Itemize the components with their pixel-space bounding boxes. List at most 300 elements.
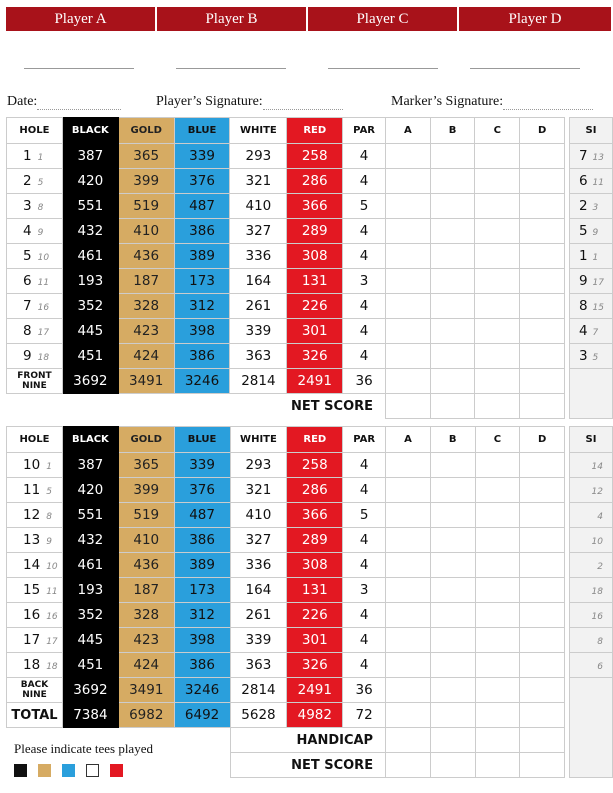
tee-swatch-red[interactable] — [110, 764, 123, 777]
player-signature-line[interactable] — [263, 95, 343, 110]
yardage-blue: 339 — [174, 144, 230, 169]
hole-number — [7, 553, 63, 578]
hole-number-text: 4 — [23, 223, 32, 239]
yardage-red: 301 — [287, 319, 343, 344]
hole-number-text: 13 — [23, 532, 41, 548]
yardage-white: 336 — [230, 244, 287, 269]
si-value — [570, 528, 613, 553]
player-b-name-line[interactable] — [176, 68, 286, 69]
yardage-gold: 423 — [118, 319, 174, 344]
front-net-b[interactable] — [430, 394, 475, 419]
back-net-c[interactable] — [475, 753, 520, 778]
score-player-d[interactable] — [520, 144, 565, 169]
score-player-c[interactable] — [475, 578, 520, 603]
si-secondary: 3 — [592, 203, 599, 213]
si-primary: 5 — [578, 223, 588, 239]
score-player-b[interactable] — [430, 528, 475, 553]
header-black: BLACK — [62, 427, 118, 453]
grand-total-d[interactable] — [520, 703, 565, 728]
score-player-a[interactable] — [386, 319, 431, 344]
si-value — [569, 319, 612, 344]
hole-number-text: 6 — [23, 273, 32, 289]
score-player-b[interactable] — [430, 319, 475, 344]
yardage-gold: 187 — [118, 578, 174, 603]
yardage-black: 461 — [62, 553, 118, 578]
score-player-a[interactable] — [386, 344, 431, 369]
hole-row — [7, 169, 613, 194]
player-header-bar — [6, 7, 611, 31]
score-player-c[interactable] — [475, 653, 520, 678]
back-total-black: 3692 — [62, 678, 118, 703]
score-player-a[interactable] — [386, 294, 431, 319]
total-label: TOTAL — [7, 703, 63, 728]
si-secondary: 11 — [592, 178, 604, 188]
tee-swatch-black[interactable] — [14, 764, 27, 777]
yardage-gold: 410 — [118, 528, 174, 553]
yardage-black: 352 — [62, 603, 118, 628]
back-total-blue: 3246 — [174, 678, 230, 703]
marker-signature-field[interactable] — [391, 94, 593, 110]
score-player-d[interactable] — [520, 319, 565, 344]
back-label-2: NINE — [22, 690, 47, 700]
score-player-b[interactable] — [430, 553, 475, 578]
front-total-a[interactable] — [386, 369, 431, 394]
score-player-c[interactable] — [475, 269, 520, 294]
hole-number-text: 7 — [23, 298, 32, 314]
score-player-a[interactable] — [386, 578, 431, 603]
handicap-a[interactable] — [386, 728, 431, 753]
yardage-blue: 389 — [174, 244, 230, 269]
back-total-a[interactable] — [386, 678, 431, 703]
hole-number-text: 14 — [23, 557, 41, 573]
hole-row — [7, 344, 613, 369]
yardage-white: 339 — [230, 628, 287, 653]
hole-number-text: 9 — [23, 348, 32, 364]
yardage-gold: 519 — [118, 503, 174, 528]
yardage-black: 451 — [62, 344, 118, 369]
front-net-c[interactable] — [475, 394, 520, 419]
header-hole: HOLE — [7, 427, 63, 453]
score-player-c[interactable] — [475, 244, 520, 269]
score-player-b[interactable] — [430, 344, 475, 369]
par-value: 4 — [343, 144, 386, 169]
par-value: 4 — [343, 528, 386, 553]
score-player-c[interactable] — [475, 344, 520, 369]
yardage-black: 451 — [62, 653, 118, 678]
header-blue: BLUE — [174, 118, 230, 144]
grand-total-par: 72 — [343, 703, 386, 728]
front-nine-table — [6, 117, 613, 419]
par-value: 4 — [343, 653, 386, 678]
yardage-blue: 487 — [174, 194, 230, 219]
player-d-label: Player D — [459, 7, 611, 31]
score-player-c[interactable] — [475, 503, 520, 528]
header-blue: BLUE — [174, 427, 230, 453]
yardage-blue: 398 — [174, 628, 230, 653]
yardage-red: 131 — [287, 578, 343, 603]
score-player-a[interactable] — [386, 269, 431, 294]
score-player-a[interactable] — [386, 169, 431, 194]
score-player-d[interactable] — [520, 453, 565, 478]
si-primary: 2 — [578, 198, 588, 214]
grand-total-c[interactable] — [475, 703, 520, 728]
score-player-c[interactable] — [475, 319, 520, 344]
yardage-gold: 399 — [118, 169, 174, 194]
yardage-blue: 487 — [174, 503, 230, 528]
header-gold: GOLD — [118, 118, 174, 144]
score-player-b[interactable] — [430, 453, 475, 478]
score-player-d[interactable] — [520, 553, 565, 578]
yardage-gold: 365 — [118, 453, 174, 478]
hole-number — [7, 319, 63, 344]
si-secondary: 15 — [592, 303, 604, 313]
hole-row — [7, 144, 613, 169]
score-player-a[interactable] — [386, 244, 431, 269]
hole-stroke-index: 5 — [37, 178, 44, 188]
score-player-a[interactable] — [386, 503, 431, 528]
back-total-d[interactable] — [520, 678, 565, 703]
yardage-white: 327 — [230, 528, 287, 553]
score-player-a[interactable] — [386, 603, 431, 628]
hole-number — [7, 603, 63, 628]
score-player-c[interactable] — [475, 628, 520, 653]
player-c-name-line[interactable] — [328, 68, 438, 69]
score-player-b[interactable] — [430, 244, 475, 269]
hole-stroke-index: 10 — [37, 253, 50, 263]
yardage-gold: 424 — [118, 653, 174, 678]
back-nine-label — [7, 678, 63, 703]
par-value: 5 — [343, 194, 386, 219]
yardage-blue: 386 — [174, 344, 230, 369]
yardage-white: 327 — [230, 219, 287, 244]
hole-stroke-index: 17 — [37, 328, 50, 338]
handicap-b[interactable] — [430, 728, 475, 753]
yardage-white: 164 — [230, 269, 287, 294]
si-value — [570, 453, 613, 478]
header-c: C — [475, 118, 520, 144]
yardage-blue: 376 — [174, 478, 230, 503]
score-player-c[interactable] — [475, 603, 520, 628]
header-c: C — [475, 427, 520, 453]
score-player-a[interactable] — [386, 628, 431, 653]
par-value: 4 — [343, 478, 386, 503]
yardage-black: 352 — [62, 294, 118, 319]
score-player-b[interactable] — [430, 294, 475, 319]
front-label-1: FRONT — [17, 371, 52, 381]
front-net-d[interactable] — [520, 394, 565, 419]
grand-total-a[interactable] — [386, 703, 431, 728]
hole-stroke-index: 16 — [46, 612, 58, 622]
front-net-score-row — [7, 394, 613, 419]
par-value: 4 — [343, 294, 386, 319]
si-primary: 9 — [578, 273, 588, 289]
player-signature-field[interactable] — [156, 94, 343, 110]
si-secondary: 5 — [592, 353, 599, 363]
yardage-white: 261 — [230, 294, 287, 319]
score-player-d[interactable] — [520, 478, 565, 503]
front-total-black: 3692 — [62, 369, 118, 394]
back-net-b[interactable] — [430, 753, 475, 778]
yardage-blue: 312 — [174, 294, 230, 319]
si-value — [570, 603, 613, 628]
par-value: 4 — [343, 553, 386, 578]
hole-number — [7, 194, 63, 219]
yardage-blue: 173 — [174, 269, 230, 294]
hole-number-text: 15 — [23, 582, 41, 598]
hole-number-text: 12 — [23, 507, 41, 523]
player-a-name-line[interactable] — [24, 68, 134, 69]
back-total-par: 36 — [343, 678, 386, 703]
front-total-row — [7, 369, 613, 394]
date-line[interactable] — [37, 95, 121, 110]
header-b: B — [430, 118, 475, 144]
header-a: A — [386, 118, 431, 144]
front-total-b[interactable] — [430, 369, 475, 394]
si-primary: 6 — [578, 173, 588, 189]
hole-number-text: 5 — [23, 248, 32, 264]
back-net-d[interactable] — [520, 753, 565, 778]
yardage-black: 387 — [62, 144, 118, 169]
yardage-gold: 187 — [118, 269, 174, 294]
hole-stroke-index: 18 — [37, 353, 50, 363]
front-net-a[interactable] — [386, 394, 431, 419]
hole-number-text: 10 — [23, 457, 41, 473]
marker-signature-line[interactable] — [503, 95, 593, 110]
hole-stroke-index: 8 — [46, 512, 52, 522]
score-player-b[interactable] — [430, 628, 475, 653]
handicap-d[interactable] — [520, 728, 565, 753]
score-player-c[interactable] — [475, 194, 520, 219]
score-player-a[interactable] — [386, 653, 431, 678]
si-value — [569, 269, 612, 294]
yardage-black: 432 — [62, 528, 118, 553]
score-player-b[interactable] — [430, 144, 475, 169]
hole-row — [7, 628, 613, 653]
score-player-c[interactable] — [475, 453, 520, 478]
player-b-label: Player B — [157, 7, 306, 31]
grand-total-b[interactable] — [430, 703, 475, 728]
hole-stroke-index: 9 — [46, 537, 52, 547]
header-gold: GOLD — [118, 427, 174, 453]
spacer — [564, 394, 569, 419]
si-primary: 7 — [578, 148, 588, 164]
yardage-blue: 173 — [174, 578, 230, 603]
score-player-d[interactable] — [520, 503, 565, 528]
yardage-white: 321 — [230, 169, 287, 194]
hole-row — [7, 269, 613, 294]
score-player-b[interactable] — [430, 578, 475, 603]
hole-number — [7, 244, 63, 269]
yardage-white: 410 — [230, 503, 287, 528]
score-player-d[interactable] — [520, 603, 565, 628]
par-value: 3 — [343, 578, 386, 603]
back-body — [7, 453, 613, 678]
score-player-c[interactable] — [475, 553, 520, 578]
score-player-b[interactable] — [430, 194, 475, 219]
yardage-blue: 312 — [174, 603, 230, 628]
back-total-c[interactable] — [475, 678, 520, 703]
score-player-d[interactable] — [520, 294, 565, 319]
hole-number-text: 3 — [23, 198, 32, 214]
yardage-gold: 399 — [118, 478, 174, 503]
header-red: RED — [287, 427, 343, 453]
player-c-label: Player C — [308, 7, 457, 31]
yardage-red: 301 — [287, 628, 343, 653]
grand-total-gold: 6982 — [118, 703, 174, 728]
date-label: Date: — [7, 94, 38, 109]
tee-swatch-blue[interactable] — [62, 764, 75, 777]
grand-total-blue: 6492 — [174, 703, 230, 728]
score-player-a[interactable] — [386, 194, 431, 219]
score-player-d[interactable] — [520, 169, 565, 194]
score-player-d[interactable] — [520, 244, 565, 269]
hole-number — [7, 219, 63, 244]
si-value — [570, 653, 613, 678]
hole-stroke-index: 16 — [37, 303, 50, 313]
score-player-d[interactable] — [520, 653, 565, 678]
tee-swatch-gold[interactable] — [38, 764, 51, 777]
si-secondary: 8 — [597, 637, 603, 647]
grand-total-red: 4982 — [287, 703, 343, 728]
yardage-white: 293 — [230, 144, 287, 169]
yardage-red: 366 — [287, 194, 343, 219]
hole-row — [7, 319, 613, 344]
back-total-b[interactable] — [430, 678, 475, 703]
header-a: A — [386, 427, 431, 453]
tee-swatch-white[interactable] — [86, 764, 99, 777]
back-total-white: 2814 — [230, 678, 287, 703]
yardage-blue: 386 — [174, 219, 230, 244]
hole-number — [7, 578, 63, 603]
score-player-b[interactable] — [430, 603, 475, 628]
score-player-b[interactable] — [430, 219, 475, 244]
hole-row — [7, 603, 613, 628]
score-player-c[interactable] — [475, 219, 520, 244]
tee-swatches — [14, 764, 134, 777]
yardage-blue: 386 — [174, 653, 230, 678]
hole-stroke-index: 10 — [46, 562, 58, 572]
score-player-d[interactable] — [520, 344, 565, 369]
yardage-blue: 339 — [174, 453, 230, 478]
player-d-name-line[interactable] — [470, 68, 580, 69]
yardage-gold: 423 — [118, 628, 174, 653]
score-player-c[interactable] — [475, 144, 520, 169]
front-total-gold: 3491 — [118, 369, 174, 394]
yardage-blue: 376 — [174, 169, 230, 194]
handicap-c[interactable] — [475, 728, 520, 753]
par-value: 4 — [343, 453, 386, 478]
front-total-blue: 3246 — [174, 369, 230, 394]
front-total-white: 2814 — [230, 369, 287, 394]
hole-number — [7, 653, 63, 678]
yardage-red: 308 — [287, 244, 343, 269]
par-value: 3 — [343, 269, 386, 294]
si-secondary: 4 — [597, 512, 603, 522]
score-player-a[interactable] — [386, 453, 431, 478]
score-player-d[interactable] — [520, 578, 565, 603]
yardage-red: 286 — [287, 169, 343, 194]
date-field[interactable] — [7, 94, 121, 110]
header-white: WHITE — [230, 118, 287, 144]
hole-stroke-index: 1 — [46, 462, 52, 472]
par-value: 4 — [343, 244, 386, 269]
hole-number-text: 17 — [23, 632, 41, 648]
header-d: D — [520, 427, 565, 453]
yardage-gold: 328 — [118, 603, 174, 628]
score-player-d[interactable] — [520, 194, 565, 219]
score-player-b[interactable] — [430, 269, 475, 294]
front-total-c[interactable] — [475, 369, 520, 394]
hole-row — [7, 194, 613, 219]
par-value: 4 — [343, 603, 386, 628]
score-player-a[interactable] — [386, 528, 431, 553]
yardage-black: 387 — [62, 453, 118, 478]
si-secondary: 7 — [592, 328, 599, 338]
front-total-par: 36 — [343, 369, 386, 394]
score-player-c[interactable] — [475, 294, 520, 319]
front-total-red: 2491 — [287, 369, 343, 394]
hole-number — [7, 628, 63, 653]
score-player-a[interactable] — [386, 144, 431, 169]
si-value — [569, 244, 612, 269]
yardage-blue: 389 — [174, 553, 230, 578]
spacer — [565, 753, 570, 778]
score-player-a[interactable] — [386, 553, 431, 578]
score-player-a[interactable] — [386, 219, 431, 244]
si-secondary: 10 — [591, 537, 603, 547]
score-player-c[interactable] — [475, 478, 520, 503]
score-player-a[interactable] — [386, 478, 431, 503]
yardage-black: 445 — [62, 628, 118, 653]
yardage-black: 420 — [62, 169, 118, 194]
header-d: D — [520, 118, 565, 144]
score-player-d[interactable] — [520, 269, 565, 294]
score-player-d[interactable] — [520, 219, 565, 244]
marker-signature-label: Marker’s Signature: — [391, 94, 504, 109]
score-player-c[interactable] — [475, 169, 520, 194]
hole-row — [7, 578, 613, 603]
si-value — [569, 344, 612, 369]
yardage-white: 321 — [230, 478, 287, 503]
score-player-c[interactable] — [475, 528, 520, 553]
grand-total-row — [7, 703, 613, 728]
yardage-gold: 365 — [118, 144, 174, 169]
si-secondary: 2 — [597, 562, 603, 572]
handicap-label: HANDICAP — [230, 728, 386, 753]
par-value: 4 — [343, 344, 386, 369]
yardage-red: 308 — [287, 553, 343, 578]
si-value — [569, 144, 612, 169]
score-player-d[interactable] — [520, 528, 565, 553]
si-primary: 1 — [578, 248, 588, 264]
front-net-score-label: NET SCORE — [7, 394, 386, 419]
score-player-b[interactable] — [430, 478, 475, 503]
yardage-gold: 410 — [118, 219, 174, 244]
hole-row — [7, 503, 613, 528]
header-black: BLACK — [62, 118, 118, 144]
back-net-a[interactable] — [386, 753, 431, 778]
score-player-b[interactable] — [430, 653, 475, 678]
hole-number — [7, 169, 63, 194]
score-player-d[interactable] — [520, 628, 565, 653]
front-total-d[interactable] — [520, 369, 565, 394]
score-player-b[interactable] — [430, 503, 475, 528]
si-secondary: 14 — [591, 462, 603, 472]
score-player-b[interactable] — [430, 169, 475, 194]
yardage-black: 193 — [62, 578, 118, 603]
yardage-white: 293 — [230, 453, 287, 478]
si-secondary: 1 — [592, 253, 599, 263]
